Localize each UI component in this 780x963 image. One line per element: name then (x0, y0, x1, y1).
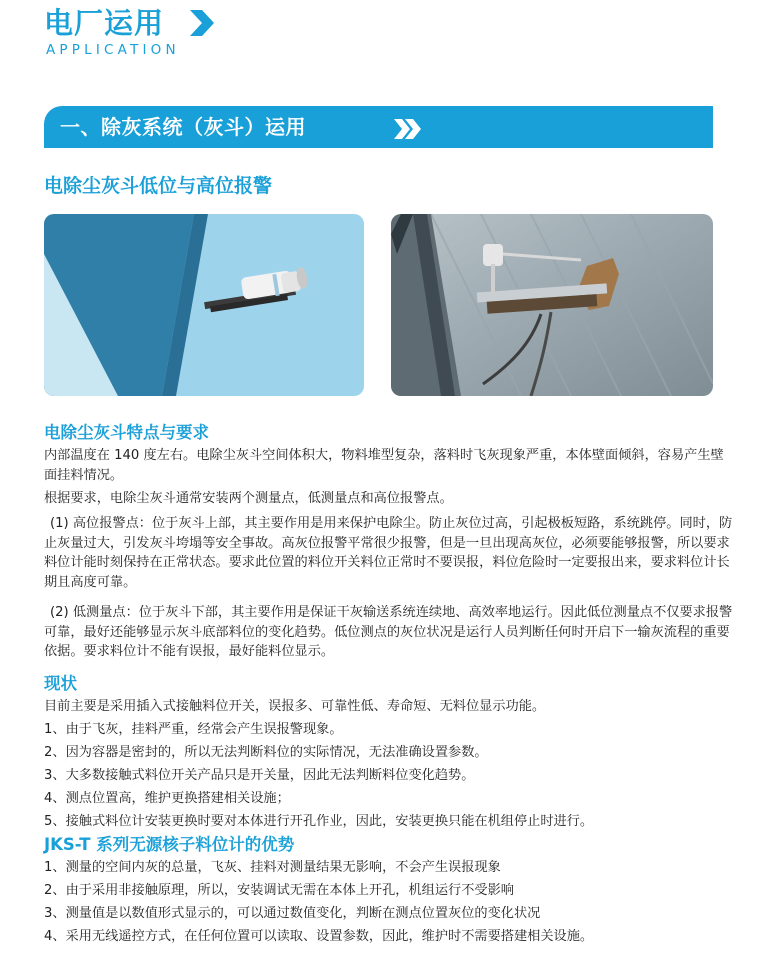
device-photo-icon (391, 214, 713, 396)
page-title: 电厂运用 (44, 6, 165, 40)
section-banner-title: 一、除灰系统（灰斗）运用 (60, 115, 306, 139)
features-heading: 电除尘灰斗特点与要求 (44, 423, 209, 442)
advantage-item: 1、测量的空间内灰的总量，飞灰、挂料对测量结果无影响，不会产生误报现象 (44, 860, 501, 875)
features-requirement: 根据要求，电除尘灰斗通常安装两个测量点，低测量点和高位报警点。 (44, 491, 453, 506)
advantage-item: 4、采用无线遥控方式，在任何位置可以读取、设置参数，因此，维护时不需要搭建相关设施。 (44, 929, 594, 944)
installation-photo (391, 214, 713, 396)
hopper-diagram-icon (44, 214, 364, 396)
status-item: 1、由于飞灰，挂料严重，经常会产生误报警现象。 (44, 722, 343, 737)
status-item: 2、因为容器是密封的，所以无法判断料位的实际情况，无法准确设置参数。 (44, 745, 488, 760)
status-item: 4、测点位置高，维护更换搭建相关设施； (44, 791, 290, 806)
page-subtitle: APPLICATION (46, 42, 180, 58)
advantage-item: 3、测量值是以数值形式显示的，可以通过数值变化，判断在测点位置灰位的变化状况 (44, 906, 541, 921)
status-heading: 现状 (44, 674, 77, 693)
status-item: 5、接触式料位计安装更换时要对本体进行开孔作业，因此，安装更换只能在机组停止时进行。 (44, 814, 594, 829)
high-alarm-point: (1) 高位报警点：位于灰斗上部，其主要作用是用来保护电除尘。防止灰位过高，引起极板短路，系统跳停。同时，防止灰量过大，引发灰斗垮塌等安全事故。高灰位报警平常很少报警，但是一旦出现高灰位，必须要能够报警，所以要求料位计能时刻保持在正常状态。要求此位置的料位开关料位正常时不要误报，料位危险时一定要报出来，要求料位计长期且高度可靠。 (44, 516, 733, 590)
advantage-item: 2、由于采用非接触原理，所以，安装调试无需在本体上开孔，机组运行不受影响 (44, 883, 514, 898)
status-intro: 目前主要是采用插入式接触料位开关，误报多、可靠性低、寿命短、无料位显示功能。 (44, 699, 546, 714)
hopper-illustration (44, 214, 364, 396)
status-item: 3、大多数接触式料位开关产品只是开关量，因此无法判断料位变化趋势。 (44, 768, 475, 783)
advantages-heading: JKS-T 系列无源核子料位计的优势 (44, 835, 295, 854)
low-measure-point: (2) 低测量点：位于灰斗下部，其主要作用是保证干灰输送系统连续地、高效率地运行。因此低位测量点不仅要求报警可靠，最好还能够显示灰斗底部料位的变化趋势。低位测点的灰位状况是运行人员判断任何时开启下一输灰流程的重要依据。要求料位计不能有误报，最好能料位显示。 (44, 605, 733, 659)
double-chevron-icon (394, 119, 424, 139)
chevron-right-icon (188, 10, 222, 36)
features-intro: 内部温度在 140 度左右。电除尘灰斗空间体积大，物料堆型复杂，落料时飞灰现象严重，本体壁面倾斜，容易产生壁面挂料情况。 (44, 448, 724, 483)
alarm-heading: 电除尘灰斗低位与高位报警 (44, 175, 273, 197)
